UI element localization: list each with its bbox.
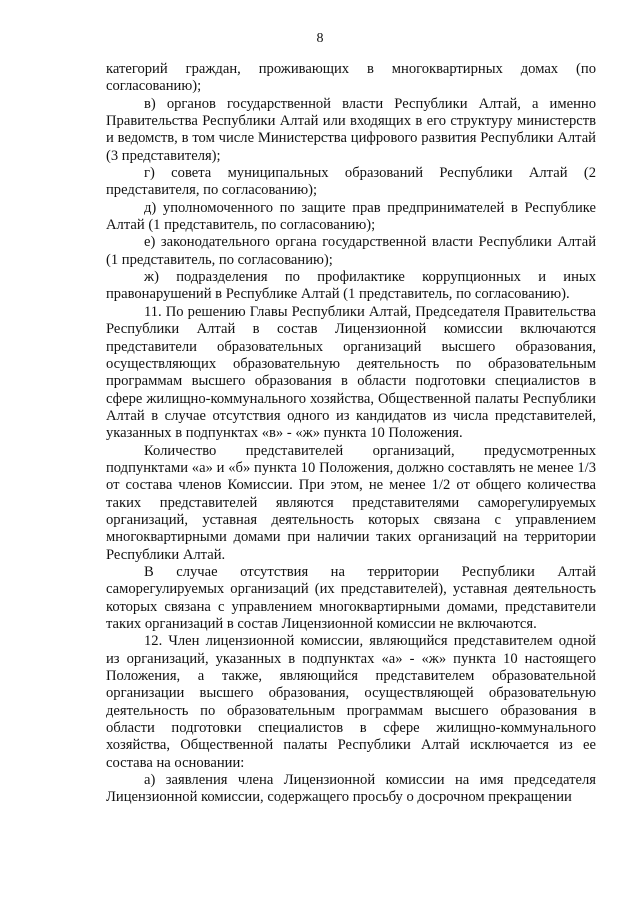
paragraph-subitem-e: е) законодательного органа государственной власти Республики Алтай (1 представитель, по согласованию); xyxy=(106,234,596,268)
paragraph-representatives-quota: Количество представителей организаций, предусмотренных подпунктами «а» и «б» пункта 10 Положения, должно составлять не менее 1/3 от состава членов Комиссии. При этом, не менее 1/2 от общего количества таких представителей являются представителями саморегулируемых организаций, уставная деятельность которых связана с управлением многоквартирными домами при наличии таких организаций на территории Республики Алтай. xyxy=(106,442,596,563)
paragraph-subitem-v: в) органов государственной власти Республики Алтай, а именно Правительства Республики Алтай или входящих в его структуру министерств и ведомств, в том числе Министерства цифрового развития Республики Алтай (3 представителя); xyxy=(106,95,596,164)
document-body xyxy=(106,61,596,807)
paragraph-clause-11: 11. По решению Главы Республики Алтай, Председателя Правительства Республики Алтай в состав Лицензионной комиссии включаются представители образовательных организаций высшего образования, осуществляющих образовательную деятельность по образовательным программам высшего образования в области подготовки специалистов в сфере жилищно-коммунального хозяйства, Общественной палаты Республики Алтай в случае отсутствия одного из кандидатов из числа представителей, указанных в подпунктах «в» - «ж» пункта 10 Положения. xyxy=(106,303,596,442)
paragraph-subitem-zh: ж) подразделения по профилактике коррупционных и иных правонарушений в Республике Алтай (1 представитель, по согласованию). xyxy=(106,269,596,303)
paragraph-clause-12: 12. Член лицензионной комиссии, являющийся представителем одной из организаций, указанных в подпунктах «а» - «ж» пункта 10 настоящего Положения, а также, являющийся представителем образовательной организации высшего образования, осуществляющей образовательную деятельность по образовательным программам высшего образования в области подготовки специалистов в сфере жилищно-коммунального хозяйства, Общественной палаты Республики Алтай исключается из ее состава на основании: xyxy=(106,633,596,771)
paragraph-subitem-d: д) уполномоченного по защите прав предпринимателей в Республике Алтай (1 представитель, по согласованию); xyxy=(106,199,596,234)
paragraph-continuation: категорий граждан, проживающих в многоквартирных домах (по согласованию); xyxy=(106,61,596,95)
paragraph-subitem-a: а) заявления члена Лицензионной комиссии на имя председателя Лицензионной комиссии, содержащего просьбу о досрочном прекращении xyxy=(106,772,596,806)
page-number: 8 xyxy=(316,31,324,46)
paragraph-absence-case: В случае отсутствия на территории Республики Алтай саморегулируемых организаций (их представителей), уставная деятельность которых связана с управлением многоквартирными домами, представители таких организаций в состав Лицензионной комиссии не включаются. xyxy=(106,563,596,632)
paragraph-subitem-g: г) совета муниципальных образований Республики Алтай (2 представителя, по согласованию); xyxy=(106,165,596,199)
